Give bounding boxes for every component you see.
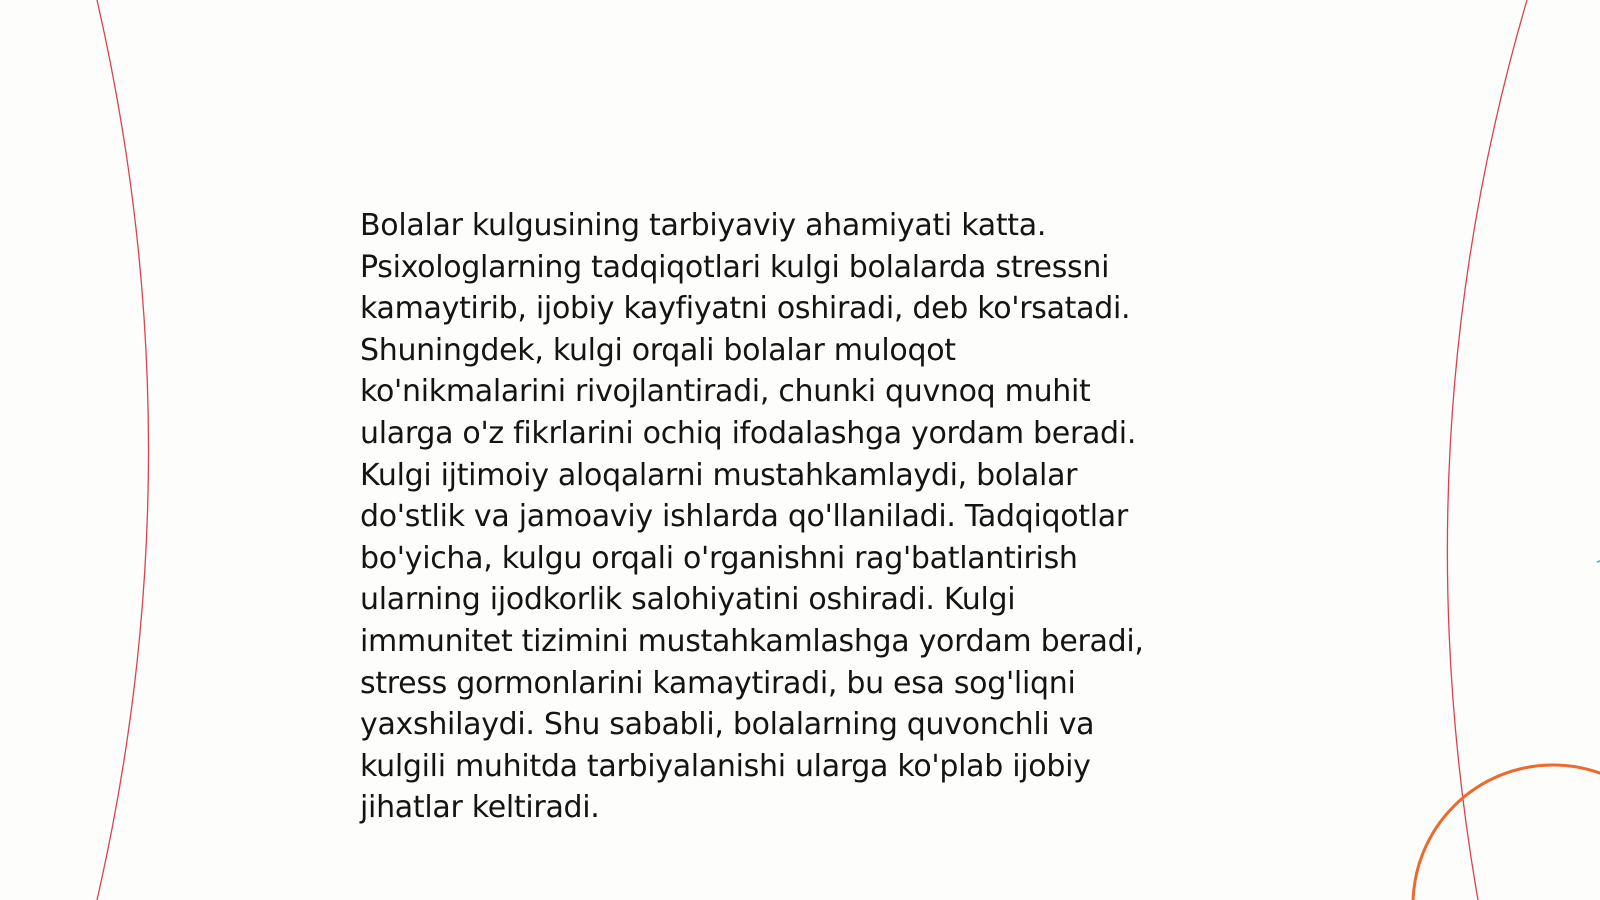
body-paragraph: Bolalar kulgusining tarbiyaviy ahamiyati katta. Psixologlarning tadqiqotlari kulgi bolalarda stressni kamaytirib, ijobiy kayfiyatni oshiradi, deb ko'rsatadi. Shuningdek, kulgi orqali bolalar muloqot ko'nikmalarini rivojlantiradi, chunki quvnoq muhit ularga o'z fikrlarini ochiq ifodalashga yordam beradi. Kulgi ijtimoiy aloqalarni mustahkamlaydi, bolalar do'stlik va jamoaviy ishlarda qo'llaniladi. Tadqiqotlar bo'yicha, kulgu orqali o'rganishni rag'batlantirish ularning ijodkorlik salohiyatini oshiradi. Kulgi immunitet tizimini mustahkamlashga yordam beradi, stress gormonlarini kamaytiradi, bu esa sog'liqni yaxshilaydi. Shu sababli, bolalarning quvonchli va kulgili muhitda tarbiyalanishi ularga ko'plab ijobiy jihatlar keltiradi. [360,208,1144,826]
left-curve-line [97,0,149,900]
corner-orange-arc [1413,765,1600,900]
right-curve-line [1447,0,1527,900]
